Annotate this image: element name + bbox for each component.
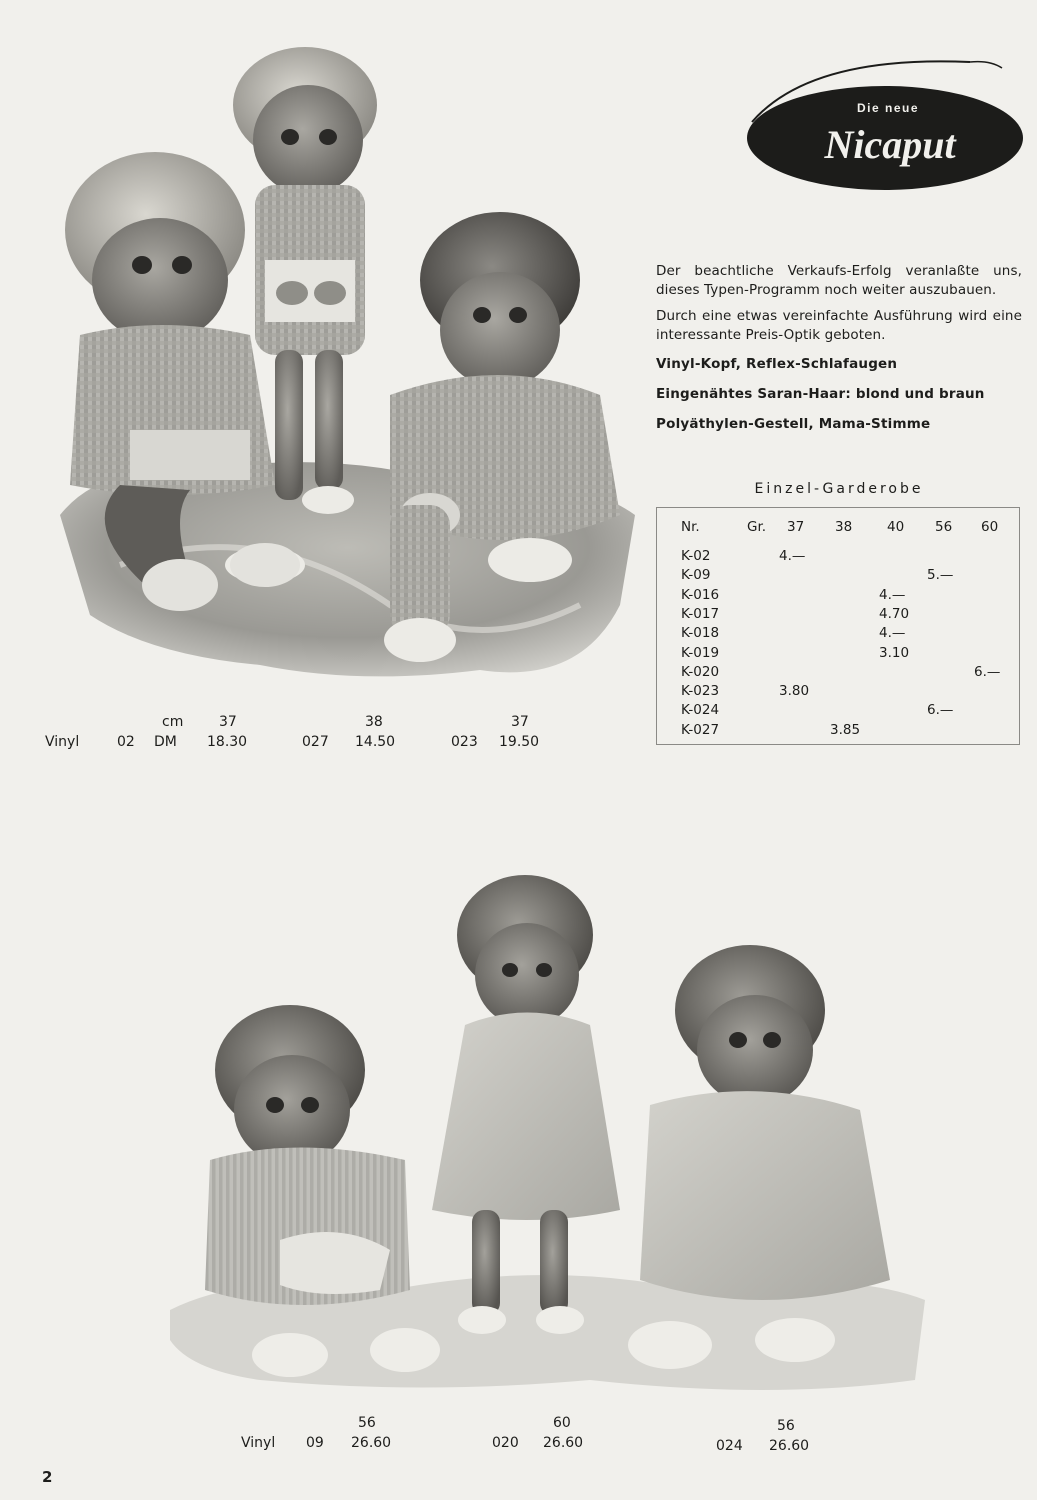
table-row-nr: K-023 <box>681 683 720 700</box>
top-caption-size-023: 37 <box>511 714 529 730</box>
table-row-price: 4.— <box>879 625 906 642</box>
top-caption-unit-cm: cm <box>162 714 184 730</box>
bottom-caption-size-024: 56 <box>777 1418 795 1434</box>
logo-tagline: Die neue <box>856 101 920 115</box>
garderobe-table <box>656 507 1020 745</box>
table-row-nr: K-019 <box>681 644 720 661</box>
top-caption-price-027: 14.50 <box>355 734 396 750</box>
feature-2: Eingenähtes Saran-Haar: blond und braun <box>656 386 985 402</box>
table-row-price: 4.— <box>779 548 806 564</box>
nicaput-logo-drawing <box>740 60 1025 195</box>
bottom-doll-photo-drawing <box>170 860 925 1400</box>
nicaput-logo <box>740 60 1025 195</box>
bottom-caption-price-024: 26.60 <box>769 1438 810 1454</box>
top-caption-unit-dm: DM <box>154 734 177 750</box>
table-row-price: 4.— <box>879 586 906 603</box>
table-row-price: 3.10 <box>879 644 910 661</box>
top-caption-price-02: 18.30 <box>207 734 248 750</box>
bottom-caption-size-020: 60 <box>553 1415 571 1431</box>
intro-text <box>656 262 1022 445</box>
intro-paragraph-2: Durch eine etwas vereinfachte Ausführung wird eine interessante Preis-Optik geboten. <box>656 308 1022 343</box>
bottom-caption-size-09: 56 <box>358 1415 376 1431</box>
table-row-price: 4.70 <box>879 605 910 622</box>
table-row-price: 5.— <box>927 567 954 584</box>
table-row-nr: K-020 <box>681 663 720 680</box>
table-row-nr: K-018 <box>681 625 720 642</box>
table-row-price: 3.85 <box>830 721 861 738</box>
table-header-cell: 60 <box>981 519 999 535</box>
table-header-cell: 37 <box>787 519 805 535</box>
top-caption-nr-02: 02 <box>117 734 135 750</box>
table-header-cell: 40 <box>887 519 905 535</box>
table-row-price: 6.— <box>974 663 1001 680</box>
bottom-caption-material: Vinyl <box>241 1435 276 1451</box>
top-doll-photo <box>60 45 635 685</box>
feature-1: Vinyl-Kopf, Reflex-Schlafaugen <box>656 356 898 372</box>
logo-brand: Nicaput <box>824 122 956 167</box>
bottom-caption-nr-020: 020 <box>492 1435 519 1451</box>
top-caption-nr-027: 027 <box>302 734 329 750</box>
table-header-cell: Nr. <box>681 519 700 535</box>
table-header-cell: Gr. <box>747 519 767 535</box>
table-row-nr: K-024 <box>681 702 720 719</box>
top-caption-size-02: 37 <box>219 714 237 730</box>
table-header-cell: 38 <box>835 519 853 535</box>
garderobe-title: Einzel-Garderobe <box>754 481 924 497</box>
feature-3: Polyäthylen-Gestell, Mama-Stimme <box>656 416 931 432</box>
top-caption-size-027: 38 <box>365 714 383 730</box>
table-row-nr: K-016 <box>681 586 720 603</box>
bottom-doll-photo <box>170 860 925 1400</box>
bottom-caption-nr-024: 024 <box>716 1438 743 1454</box>
page-number: 2 <box>42 1468 53 1486</box>
top-caption-price-023: 19.50 <box>499 734 540 750</box>
bottom-caption-price-020: 26.60 <box>543 1435 584 1451</box>
table-row-price: 6.— <box>927 702 954 719</box>
top-caption-nr-023: 023 <box>451 734 478 750</box>
table-row-nr: K-09 <box>681 567 711 584</box>
table-row-nr: K-017 <box>681 605 720 622</box>
bottom-caption-price-09: 26.60 <box>351 1435 392 1451</box>
table-header-cell: 56 <box>935 519 953 535</box>
table-row-nr: K-027 <box>681 721 720 738</box>
intro-paragraph-1: Der beachtliche Verkaufs-Erfolg veranlaßte uns, dieses Typen-Programm noch weiter auszubauen. <box>656 263 1022 298</box>
top-caption-material: Vinyl <box>45 734 80 750</box>
top-doll-photo-drawing <box>60 45 635 685</box>
table-row-price: 3.80 <box>779 683 810 700</box>
table-row-nr: K-02 <box>681 548 711 564</box>
bottom-caption-nr-09: 09 <box>306 1435 324 1451</box>
